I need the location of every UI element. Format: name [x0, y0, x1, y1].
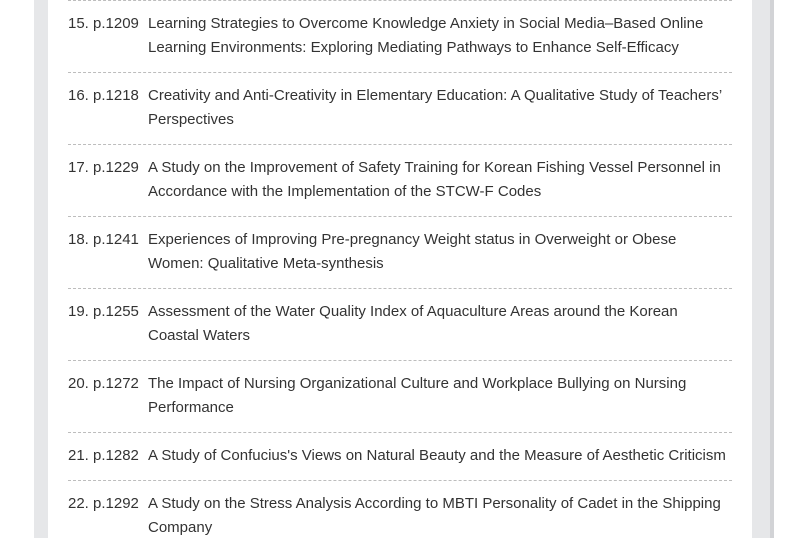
toc-panel: [48, 0, 752, 538]
toc-item-number: 20. p.1272: [68, 375, 139, 392]
toc-item[interactable]: [68, 145, 732, 217]
toc-item-number: 22. p.1292: [68, 495, 139, 512]
toc-item[interactable]: [68, 481, 732, 538]
toc-item-title-link[interactable]: Experiences of Improving Pre-pregnancy Weight status in Overweight or Obese Women: Qualitative Meta-synthesis: [148, 231, 677, 272]
frame-shadow-edge: [770, 0, 774, 538]
toc-item-title-link[interactable]: A Study on the Stress Analysis According to MBTI Personality of Cadet in the Shipping Company: [148, 495, 721, 536]
toc-item-title-link[interactable]: Assessment of the Water Quality Index of Aquaculture Areas around the Korean Coastal Waters: [148, 303, 678, 344]
toc-item-title-link[interactable]: A Study on the Improvement of Safety Training for Korean Fishing Vessel Personnel in Accordance with the Implementation of the STCW-F Codes: [148, 159, 721, 200]
toc-item-number: 17. p.1229: [68, 159, 139, 176]
toc-item-title-link[interactable]: Learning Strategies to Overcome Knowledge Anxiety in Social Media–Based Online Learning Environments: Exploring Mediating Pathways to Enhance Self-Efficacy: [148, 15, 704, 56]
toc-item-title-link[interactable]: A Study of Confucius's Views on Natural Beauty and the Measure of Aesthetic Criticism: [148, 447, 726, 464]
toc-item-title-link[interactable]: The Impact of Nursing Organizational Culture and Workplace Bullying on Nursing Performance: [148, 375, 687, 416]
toc-item-number: 19. p.1255: [68, 303, 139, 320]
toc-item[interactable]: [68, 289, 732, 361]
content-frame: [34, 0, 774, 538]
toc-item[interactable]: [68, 361, 732, 433]
toc-item-number: 21. p.1282: [68, 447, 139, 464]
toc-item-number: 18. p.1241: [68, 231, 139, 248]
toc-item[interactable]: [68, 217, 732, 289]
toc-item-title-link[interactable]: Creativity and Anti-Creativity in Elementary Education: A Qualitative Study of Teachers’ Perspectives: [148, 87, 722, 128]
toc-item[interactable]: [68, 73, 732, 145]
toc-item-number: 15. p.1209: [68, 15, 139, 32]
toc-item[interactable]: [68, 433, 732, 481]
toc-item[interactable]: [68, 1, 732, 73]
toc-item-number: 16. p.1218: [68, 87, 139, 104]
toc-list: [68, 0, 732, 538]
